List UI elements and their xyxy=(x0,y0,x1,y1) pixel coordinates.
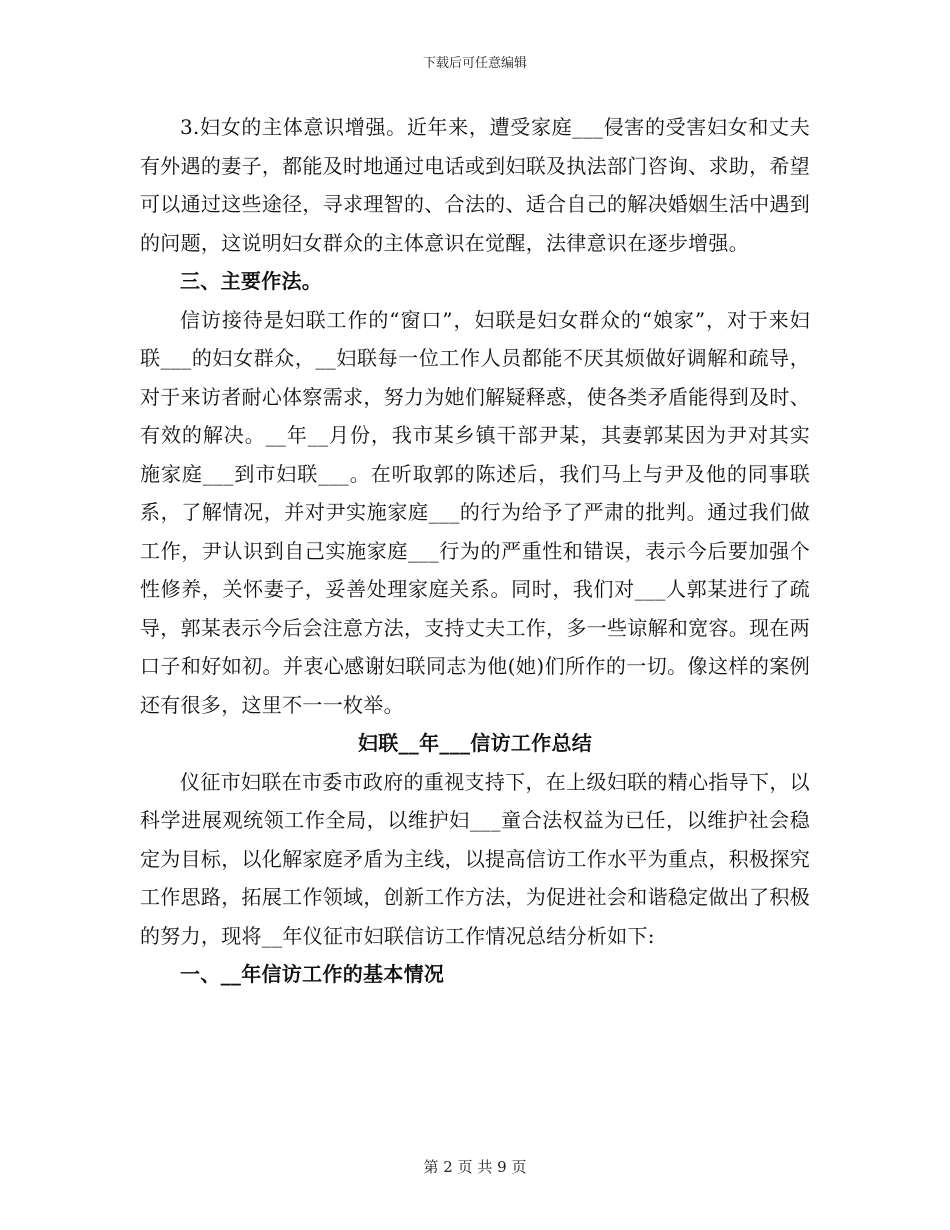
section-heading-basic-situation: 一、__年信访工作的基本情况 xyxy=(180,962,445,986)
page-number: 第 2 页 共 9 页 xyxy=(423,1158,527,1176)
paragraph-petition-reception: 信访接待是妇联工作的“窗口”，妇联是妇女群众的“娘家”，对于来妇联___的妇女群众，__妇联每一位工作人员都能不厌其烦做好调解和疏导，对于来访者耐心体察需求，努力为她们解疑释惑，使各类矛盾能得到及时、有效的解决。__年__月份，我市某乡镇干部尹某，其妻郭某因为尹对其实施家庭___到市妇联___。在听取郭的陈述后，我们马上与尹及他的同事联系，了解情况，并对尹实施家庭___的行为给予了严肃的批判。通过我们做工作，尹认识到自己实施家庭___行为的严重性和错误，表示今后要加强个性修养，关怀妻子，妥善处理家庭关系。同时，我们对___人郭某进行了疏导，郭某表示今后会注意方法，支持丈夫工作，多一些谅解和宽容。现在两口子和好如初。并衷心感谢妇联同志为他(她)们所作的一切。像这样的案例还有很多，这里不一一枚举。 xyxy=(140,307,810,717)
section-heading-main-practices: 三、主要作法。 xyxy=(180,269,323,293)
document-body xyxy=(140,108,810,994)
document-title: 妇联__年___信访工作总结 xyxy=(357,731,593,755)
page-header: 下载后可任意编辑 xyxy=(422,56,527,71)
paragraph-summary-intro: 仪征市妇联在市委市政府的重视支持下，在上级妇联的精心指导下，以科学进展观统领工作全局，以维护妇___童合法权益为已任，以维护社会稳定为目标，以化解家庭矛盾为主线，以提高信访工作水平为重点，积极探究工作思路，拓展工作领域，创新工作方法，为促进社会和谐稳定做出了积极的努力，现将__年仪征市妇联信访工作情况总结分析如下: xyxy=(140,769,810,948)
paragraph-women-awareness: 3.妇女的主体意识增强。近年来，遭受家庭___侵害的受害妇女和丈夫有外遇的妻子，都能及时地通过电话或到妇联及执法部门咨询、求助，希望可以通过这些途径，寻求理智的、合法的、适合自己的解决婚姻生活中遇到的问题，这说明妇女群众的主体意识在觉醒，法律意识在逐步增强。 xyxy=(140,115,810,255)
